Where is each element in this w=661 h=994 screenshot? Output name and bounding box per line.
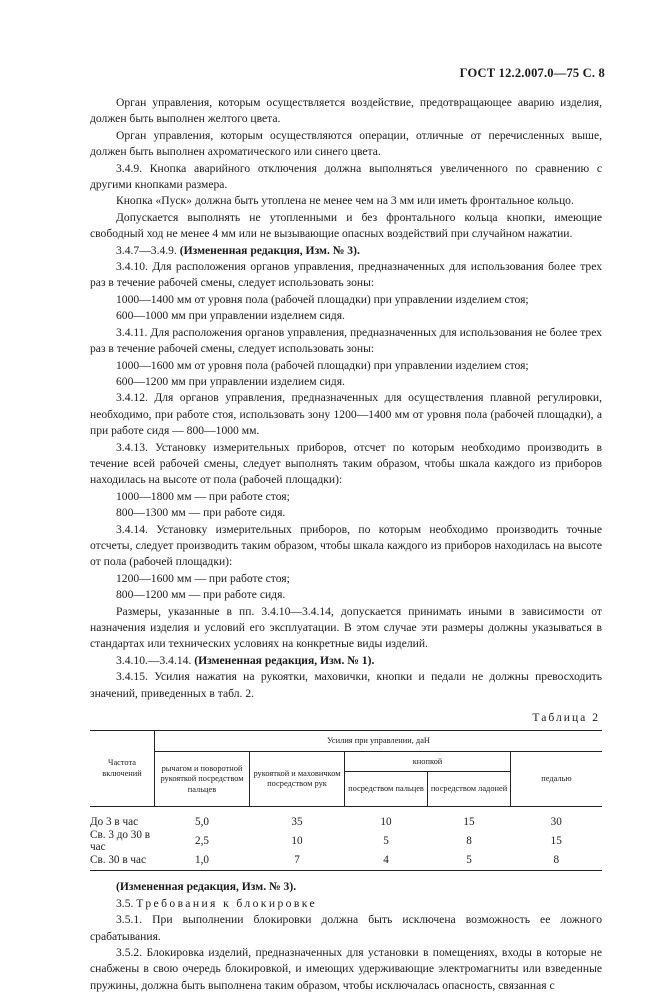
table-cell: Св. 3 до 30 в час: [90, 828, 151, 854]
paragraph: Орган управления, которым осуществляются операции, отличные от перечисленных выше, должен быть выполнен ахроматического или синего цвета.: [90, 128, 602, 159]
paragraph: Размеры, указанные в пп. 3.4.10—3.4.14, допускается принимать иными в зависимости от назначения изделия и условий его эксплуатации. В этом случае эти размеры должны указываться в стандартах или технических условиях на конкретные виды изделий.: [90, 604, 602, 651]
table-caption: Таблица 2: [532, 711, 600, 725]
paragraph: Допускается выполнять не утопленными и без фронтального кольца кнопки, имеющие свободный ход не менее 4 мм или не вызывающие опасных воздействий при случайном нажатии.: [90, 210, 602, 241]
paragraph: 3.4.9. Кнопка аварийного отключения должна выполняться увеличенного по сравнению с другими кнопками размера.: [90, 161, 602, 192]
col-header-pedal: педалью: [511, 752, 603, 807]
paragraph: 800—1200 мм — при работе сидя.: [116, 588, 286, 602]
table-cell: 8: [466, 835, 472, 848]
col-header-btn-palm: посредством ладоней: [428, 772, 511, 807]
table-cell: 2,5: [195, 835, 209, 848]
col-header-frequency: Частота включений: [90, 731, 155, 807]
edition-note-prefix: 3.4.7—3.4.9.: [116, 243, 180, 257]
paragraph: 600—1000 мм при управлении изделием сидя.: [116, 309, 345, 323]
paragraph: 3.5.1. При выполнении блокировки должна быть исключена возможность ее ложного срабатывания.: [90, 913, 602, 943]
col-header-group: Усилия при управлении, даН: [155, 731, 603, 752]
col-header-handle: рукояткой и маховичком посредством рук: [250, 752, 345, 807]
paragraph: Кнопка «Пуск» должна быть утоплена не менее чем на 3 мм или иметь фронтальное кольцо.: [116, 194, 574, 208]
section-title: Требования к блокировке: [136, 896, 318, 910]
paragraph: 800—1300 мм — при работе сидя.: [116, 506, 286, 520]
table-cell: 7: [250, 854, 345, 871]
paragraph: 3.4.13. Установку измерительных приборов, отсчет по которым необходимо производить в течение всей рабочей смены, следует выполнять таким образом, чтобы шкала каждого из приборов находилась на высоте от пола (рабочей площадки):: [90, 440, 602, 487]
col-header-lever: рычагом и поворотной рукояткой посредством пальцев: [155, 752, 250, 807]
section-heading: [90, 896, 602, 912]
col-header-btn-fingers: посредством пальцев: [345, 772, 428, 807]
table-cell: 5: [383, 835, 389, 848]
paragraph: 3.4.10. Для расположения органов управления, предназначенных для использования более трех раз в течение рабочей смены, следует использовать зоны:: [90, 260, 602, 290]
paragraph: 600—1200 мм при управлении изделием сидя.: [116, 374, 345, 388]
table-cell: 30: [550, 816, 562, 829]
edition-note: [90, 243, 602, 259]
edition-note-bold: (Измененная редакция, Изм. № 1).: [194, 653, 375, 667]
edition-note-prefix: 3.4.10.—3.4.14.: [116, 653, 195, 667]
edition-note-bold: (Измененная редакция, Изм. № 3).: [116, 880, 297, 894]
table-row: [90, 829, 602, 854]
edition-note: [90, 879, 602, 895]
body-text: [90, 95, 602, 994]
table-cell: 35: [291, 816, 303, 829]
edition-note-bold: (Измененная редакция, Изм. № 3).: [179, 243, 360, 257]
paragraph: Орган управления, которым осуществляется воздействие, предотвращающее аварию изделия, должен быть выполнен желтого цвета.: [90, 96, 602, 126]
table-row: [90, 854, 602, 871]
table-cell: 15: [550, 835, 562, 848]
table-cell: Св. 30 в час: [90, 854, 155, 871]
table-cell: 5,0: [195, 816, 209, 829]
table-cell: 4: [345, 854, 428, 871]
paragraph: 3.4.15. Усилия нажатия на рукоятки, маховички, кнопки и педали не должны превосходить значений, приведенных в табл. 2.: [90, 670, 602, 700]
forces-table: [90, 730, 602, 871]
paragraph: 1000—1600 мм от уровня пола (рабочей площадки) при управлении изделием стоя;: [116, 358, 529, 372]
paragraph: 3.4.14. Установку измерительных приборов, по которым необходимо производить точные отсчеты, следует производить таким образом, чтобы шкала каждого из приборов находилась на высоте от пола (рабочей площадки):: [90, 522, 602, 569]
paragraph: 1000—1800 мм — при работе стоя;: [116, 489, 290, 503]
paragraph: 3.4.11. Для расположения органов управления, предназначенных для использования не более трех раз в течение рабочей смены, следует использовать зоны:: [90, 325, 602, 356]
table-cell: 1,0: [155, 854, 250, 871]
table-cell: 5: [428, 854, 511, 871]
table-cell: 15: [463, 816, 475, 829]
edition-note: [90, 653, 602, 669]
section-number: 3.5.: [116, 896, 137, 910]
paragraph: 1200—1600 мм — при работе стоя;: [116, 571, 290, 585]
table-cell: 8: [511, 854, 603, 871]
paragraph: 1000—1400 мм от уровня пола (рабочей площадки) при управлении изделием стоя;: [116, 292, 529, 306]
table-cell: 10: [380, 816, 392, 829]
table-row: [90, 807, 602, 829]
paragraph: 3.4.12. Для органов управления, предназначенных для осуществления плавной регулировки, необходимо, при работе стоя, использовать зону 1200—1400 мм от уровня пола (рабочей площадки), а при работе сидя — 800—1000 мм.: [90, 391, 602, 438]
page-header: ГОСТ 12.2.007.0—75 С. 8: [459, 66, 605, 80]
paragraph: 3.5.2. Блокировка изделий, предназначенных для установки в помещениях, входы в которые не снабжены в свою очередь блокировкой, и имеющих удерживающие электромагниты или взведенные пружины, должна быть выполнена таким образом, чтобы исключалась опасность, связанная с: [90, 946, 602, 992]
col-header-button: кнопкой: [345, 752, 511, 772]
table-cell: 10: [291, 835, 303, 848]
table-cell: До 3 в час: [90, 816, 139, 829]
